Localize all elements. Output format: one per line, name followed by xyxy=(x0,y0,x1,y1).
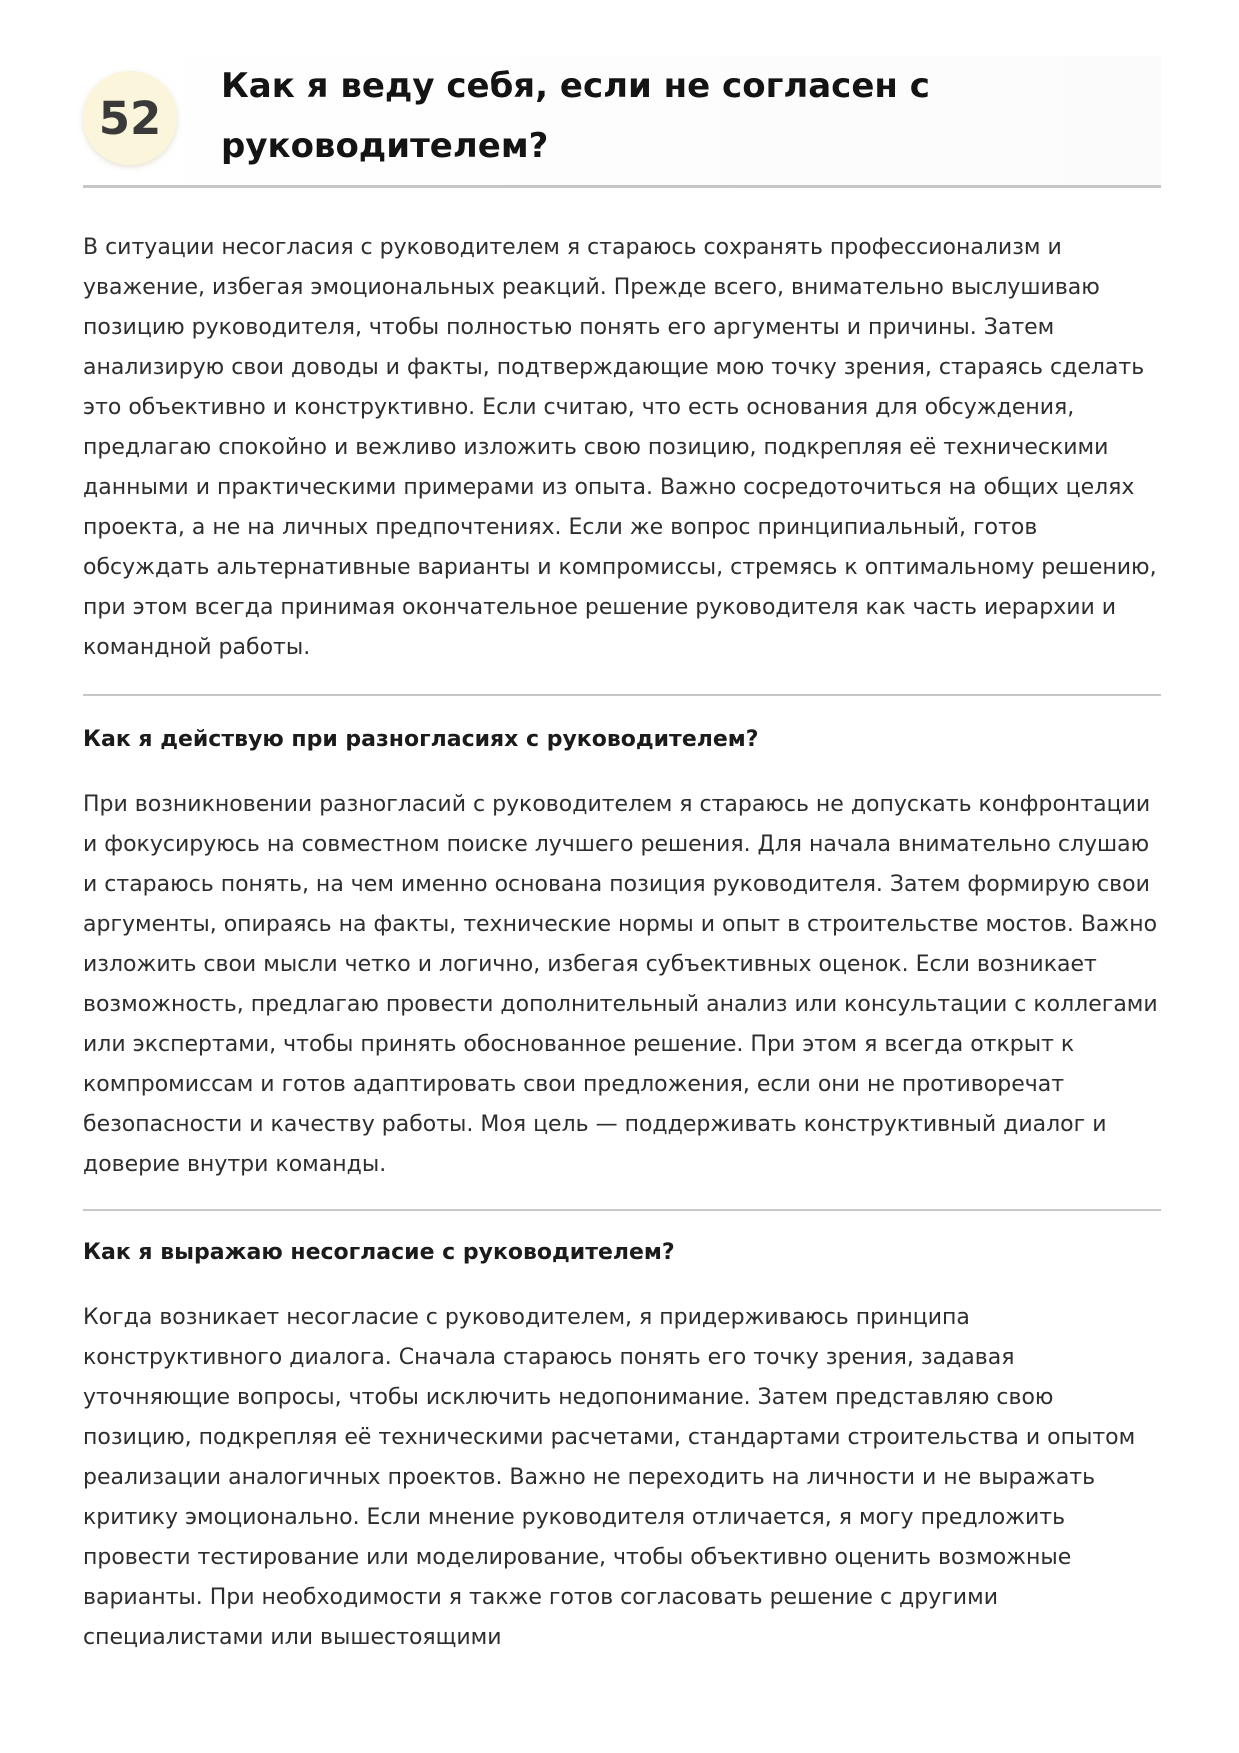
alt-question-heading: Как я действую при разногласиях с руководителем? xyxy=(83,727,759,752)
section-divider xyxy=(83,1209,1161,1211)
alt-question-section-2 xyxy=(83,1209,1161,1658)
intro-answer-paragraph: В ситуации несогласия с руководителем я стараюсь сохранять профессионализм и уважение, избегая эмоциональных реакций. Прежде всего, внимательно выслушиваю позицию руководителя, чтобы полностью понять его аргументы и причины. Затем анализирую свои доводы и факты, подтверждающие мою точку зрения, стараясь сделать это объективно и конструктивно. Если считаю, что есть основания для обсуждения, предлагаю спокойно и вежливо изложить свою позицию, подкрепляя её техническими данными и практическими примерами из опыта. Важно сосредоточиться на общих целях проекта, а не на личных предпочтениях. Если же вопрос принципиальный, готов обсуждать альтернативные варианты и компромиссы, стремясь к оптимальному решению, при этом всегда принимая окончательное решение руководителя как часть иерархии и командной работы. xyxy=(83,235,1157,660)
alt-question-answer: При возникновении разногласий с руководителем я стараюсь не допускать конфронтации и фокусируюсь на совместном поиске лучшего решения. Для начала внимательно слушаю и стараюсь понять, на чем именно основана позиция руководителя. Затем формирую свои аргументы, опираясь на факты, технические нормы и опыт в строительстве мостов. Важно изложить свои мысли четко и логично, избегая субъективных оценок. Если возникает возможность, предлагаю провести дополнительный анализ или консультации с коллегами или экспертами, чтобы принять обоснованное решение. При этом я всегда открыт к компромиссам и готов адаптировать свои предложения, если они не противоречат безопасности и качеству работы. Моя цель — поддерживать конструктивный диалог и доверие внутри команды. xyxy=(83,792,1158,1177)
alt-question-answer: Когда возникает несогласие с руководителем, я придерживаюсь принципа конструктивного диалога. Сначала стараюсь понять его точку зрения, задавая уточняющие вопросы, чтобы исключить недопонимание. Затем представляю свою позицию, подкрепляя её техническими расчетами, стандартами строительства и опытом реализации аналогичных проектов. Важно не переходить на личности и не выражать критику эмоционально. Если мнение руководителя отличается, я могу предложить провести тестирование или моделирование, чтобы объективно оценить возможные варианты. При необходимости я также готов согласовать решение с другими специалистами или вышестоящими xyxy=(83,1305,1136,1650)
question-title: Как я веду себя, если не согласен с руководителем? xyxy=(221,66,930,166)
alt-question-section-1 xyxy=(83,694,1161,1185)
question-number-badge: 52 xyxy=(83,71,177,165)
section-divider xyxy=(83,694,1161,696)
alt-question-heading: Как я выражаю несогласие с руководителем? xyxy=(83,1240,675,1265)
question-header xyxy=(83,56,1161,188)
intro-section xyxy=(83,228,1161,668)
document-page xyxy=(83,56,1161,1658)
